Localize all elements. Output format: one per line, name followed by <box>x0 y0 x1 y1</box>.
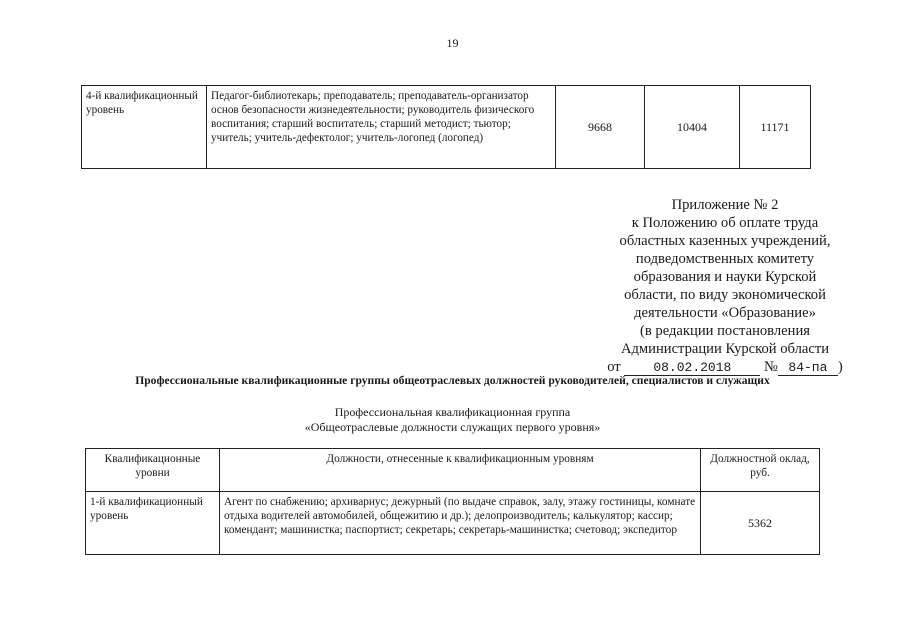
table-row <box>86 492 820 555</box>
qualification-level-cell: 1-й квалификационный уровень <box>86 492 220 555</box>
section-heading: Профессиональные квалификационные группы общеотраслевых должностей руководителей, специалистов и служащих <box>135 374 770 387</box>
group-title <box>0 405 905 435</box>
close-paren: ) <box>837 359 843 375</box>
column-header: Квалификационные уровни <box>86 449 220 492</box>
column-header: Должностной оклад, руб. <box>701 449 820 492</box>
column-header: Должности, отнесенные к квалификационным уровням <box>220 449 701 492</box>
appendix-line: (в редакции постановления <box>640 323 810 339</box>
group-title-line: «Общеотраслевые должности служащих первого уровня» <box>304 420 601 434</box>
qualification-level-cell: 4-й квалификационный уровень <box>82 86 207 169</box>
appendix-line: подведомственных комитету <box>635 251 815 267</box>
page-number: 19 <box>446 36 459 50</box>
decree-number: 84-па <box>778 360 838 376</box>
salary-value-cell: 9668 <box>556 86 645 169</box>
decree-date: 08.02.2018 <box>624 360 760 376</box>
appendix-title: Приложение № 2 <box>671 197 779 213</box>
from-label: от <box>607 359 621 375</box>
appendix-line: к Положению об оплате труда <box>631 215 819 231</box>
salary-value-cell: 10404 <box>645 86 740 169</box>
positions-cell: Педагог-библиотекарь; преподаватель; преподаватель-организатор основ безопасности жизнедеятельности; руководитель физического воспитания; старший воспитатель; старший методист; тьютор; учитель; учитель-дефектолог; учитель-логопед (логопед) <box>207 86 556 169</box>
group-title-line: Профессиональная квалификационная группа <box>334 405 571 419</box>
appendix-header <box>560 196 890 376</box>
appendix-line: деятельности «Образование» <box>634 305 816 321</box>
qualification-table <box>85 448 820 555</box>
appendix-line: образования и науки Курской <box>633 269 817 285</box>
table-header-row <box>86 449 820 492</box>
table-row <box>82 86 811 169</box>
positions-cell: Агент по снабжению; архивариус; дежурный (по выдаче справок, залу, этажу гостиницы, комнате отдыха водителей автомобилей, общежитию и др.); делопроизводитель; калькулятор; кассир; комендант; машинистка; паспортист; секретарь; секретарь-машинистка; счетовод; экспедитор <box>220 492 701 555</box>
appendix-line: области, по виду экономической <box>624 287 826 303</box>
number-label: № <box>763 359 778 375</box>
appendix-line: Администрации Курской области <box>620 341 830 357</box>
appendix-line: областных казенных учреждений, <box>619 233 831 249</box>
salary-value-cell: 11171 <box>740 86 811 169</box>
salary-value-cell: 5362 <box>701 492 820 555</box>
salary-table-continued <box>81 85 811 169</box>
